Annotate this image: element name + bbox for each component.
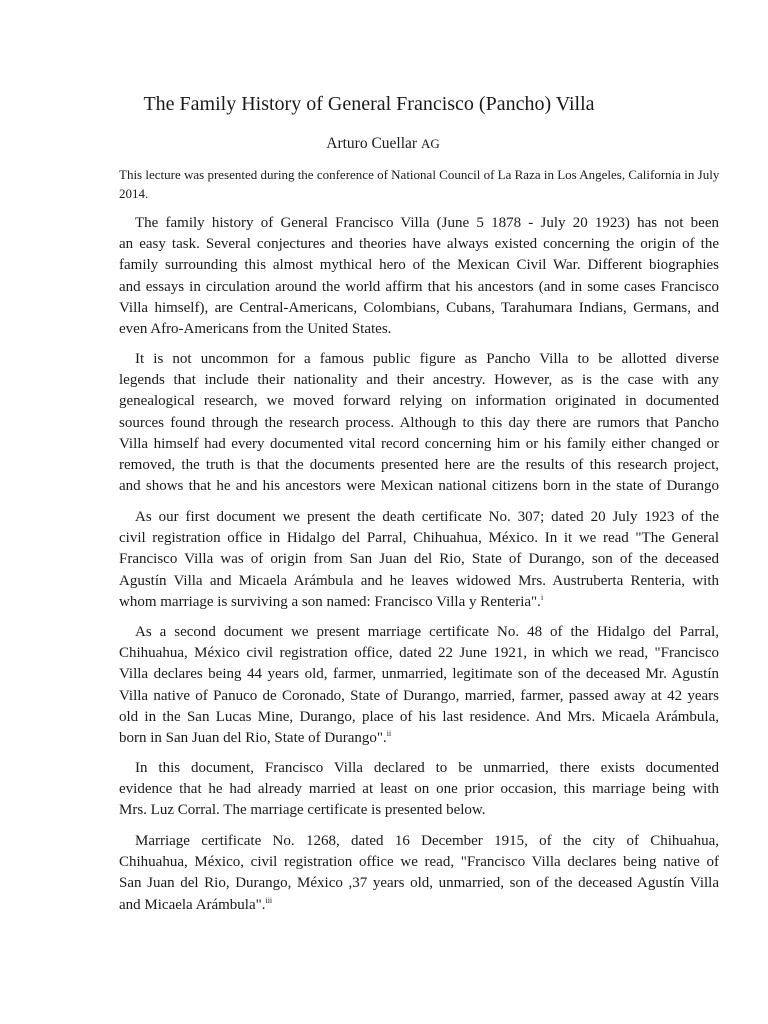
paragraph-line: Chihuahua, México civil registration office, dated 22 June 1921, in which we read, "Francisco [119, 645, 719, 662]
paragraph-line: removed, the truth is that the documents presented here are the results of this research project, [119, 457, 719, 474]
author-suffix: AG [420, 136, 440, 151]
paragraph-1 [119, 213, 719, 340]
paragraph-line: genealogical research, we moved forward relying on information originated in documented [119, 393, 719, 410]
paragraph-line: The family history of General Francisco Villa (June 5 1878 - July 20 1923) has not been [135, 215, 719, 231]
paragraph-line: Francisco Villa was of origin from San Juan del Rio, State of Durango, son of the deceased [119, 551, 719, 568]
presentation-note [119, 165, 720, 203]
paragraph-line [119, 728, 719, 749]
paragraph-line-text: and Micaela Arámbula". [119, 896, 266, 913]
paragraph-line [119, 895, 719, 916]
footnote-marker: iii [265, 895, 273, 905]
paragraph-line: Chihuahua, México, civil registration office we read, "Francisco Villa declares being native of [119, 854, 719, 871]
paragraph-line: and essays in circulation around the world affirm that his ancestors (and in some cases Francisco [119, 278, 719, 295]
paragraph-line: As a second document we present marriage certificate No. 48 of the Hidalgo del Parral, [135, 624, 719, 640]
paragraph-6 [119, 831, 719, 916]
paragraph-line: even Afro-Americans from the United States. [119, 321, 392, 338]
note-line: This lecture was presented during the conference of National Council of La Raza in Los Angeles, California in July [119, 167, 720, 182]
author-name: Arturo Cuellar [326, 135, 418, 152]
author-byline-inner [326, 134, 439, 154]
paragraph-line [119, 592, 719, 613]
paragraph-line: old in the San Lucas Mine, Durango, place of his last residence. And Mrs. Micaela Arámbula, [119, 708, 719, 725]
paragraph-line: Villa himself), are Central-Americans, Colombians, Cubans, Tarahumara Indians, Germans, and [119, 299, 719, 316]
paragraph-line: Marriage certificate No. 1268, dated 16 December 1915, of the city of Chihuahua, [135, 833, 719, 849]
paragraph-line: legends that include their nationality and their ancestry. However, as is the case with any [119, 372, 719, 389]
footnote-marker: i [540, 592, 544, 602]
author-byline [0, 134, 768, 154]
paragraph-3 [119, 507, 719, 613]
paragraph-2 [119, 349, 719, 497]
paragraph-5 [119, 758, 719, 822]
paragraph-line: As our first document we present the death certificate No. 307; dated 20 July 1923 of the [135, 509, 719, 525]
paragraph-line: evidence that he had already married at least on one prior occasion, this marriage being with [119, 781, 719, 798]
document-title [0, 92, 768, 116]
paragraph-line: family surrounding this almost mythical hero of the Mexican Civil War. Different biographies [119, 257, 719, 274]
paragraph-line: and shows that he and his ancestors were Mexican national citizens born in the state of Durango [119, 478, 719, 495]
footnote-marker: ii [386, 729, 392, 739]
paragraph-line: It is not uncommon for a famous public figure as Pancho Villa to be allotted diverse [135, 351, 719, 367]
note-line: 2014. [119, 186, 149, 201]
paragraph-line: civil registration office in Hidalgo del Parral, Chihuahua, México. In it we read "The General [119, 530, 719, 547]
paragraph-line-text: born in San Juan del Rio, State of Durango". [119, 730, 387, 747]
paragraph-line: Villa declares being 44 years old, farmer, unmarried, legitimate son of the deceased Mr. Agustín [119, 666, 719, 683]
paragraph-4 [119, 622, 719, 749]
paragraph-line: Villa native of Panuco de Coronado, State of Durango, married, farmer, passed away at 42 years [119, 687, 719, 704]
paragraph-line: San Juan del Rio, Durango, México ,37 years old, unmarried, son of the deceased Agustín Villa [119, 875, 719, 892]
document-title-text: The Family History of General Francisco (Pancho) Villa [143, 93, 595, 115]
paragraph-line-text: whom marriage is surviving a son named: Francisco Villa y Renteria". [119, 593, 541, 610]
paragraph-line: an easy task. Several conjectures and theories have always existed concerning the origin of the [119, 236, 719, 253]
paragraph-line: Agustín Villa and Micaela Arámbula and he leaves widowed Mrs. Austruberta Renteria, with [119, 572, 719, 589]
paragraph-line: Villa himself had every documented vital record concerning him or his family either changed or [119, 435, 719, 452]
paragraph-line: In this document, Francisco Villa declared to be unmarried, there exists documented [135, 760, 719, 776]
paragraph-line: sources found through the research process. Although to this day there are rumors that Pancho [119, 414, 719, 431]
paragraph-line: Mrs. Luz Corral. The marriage certificate is presented below. [119, 802, 486, 819]
